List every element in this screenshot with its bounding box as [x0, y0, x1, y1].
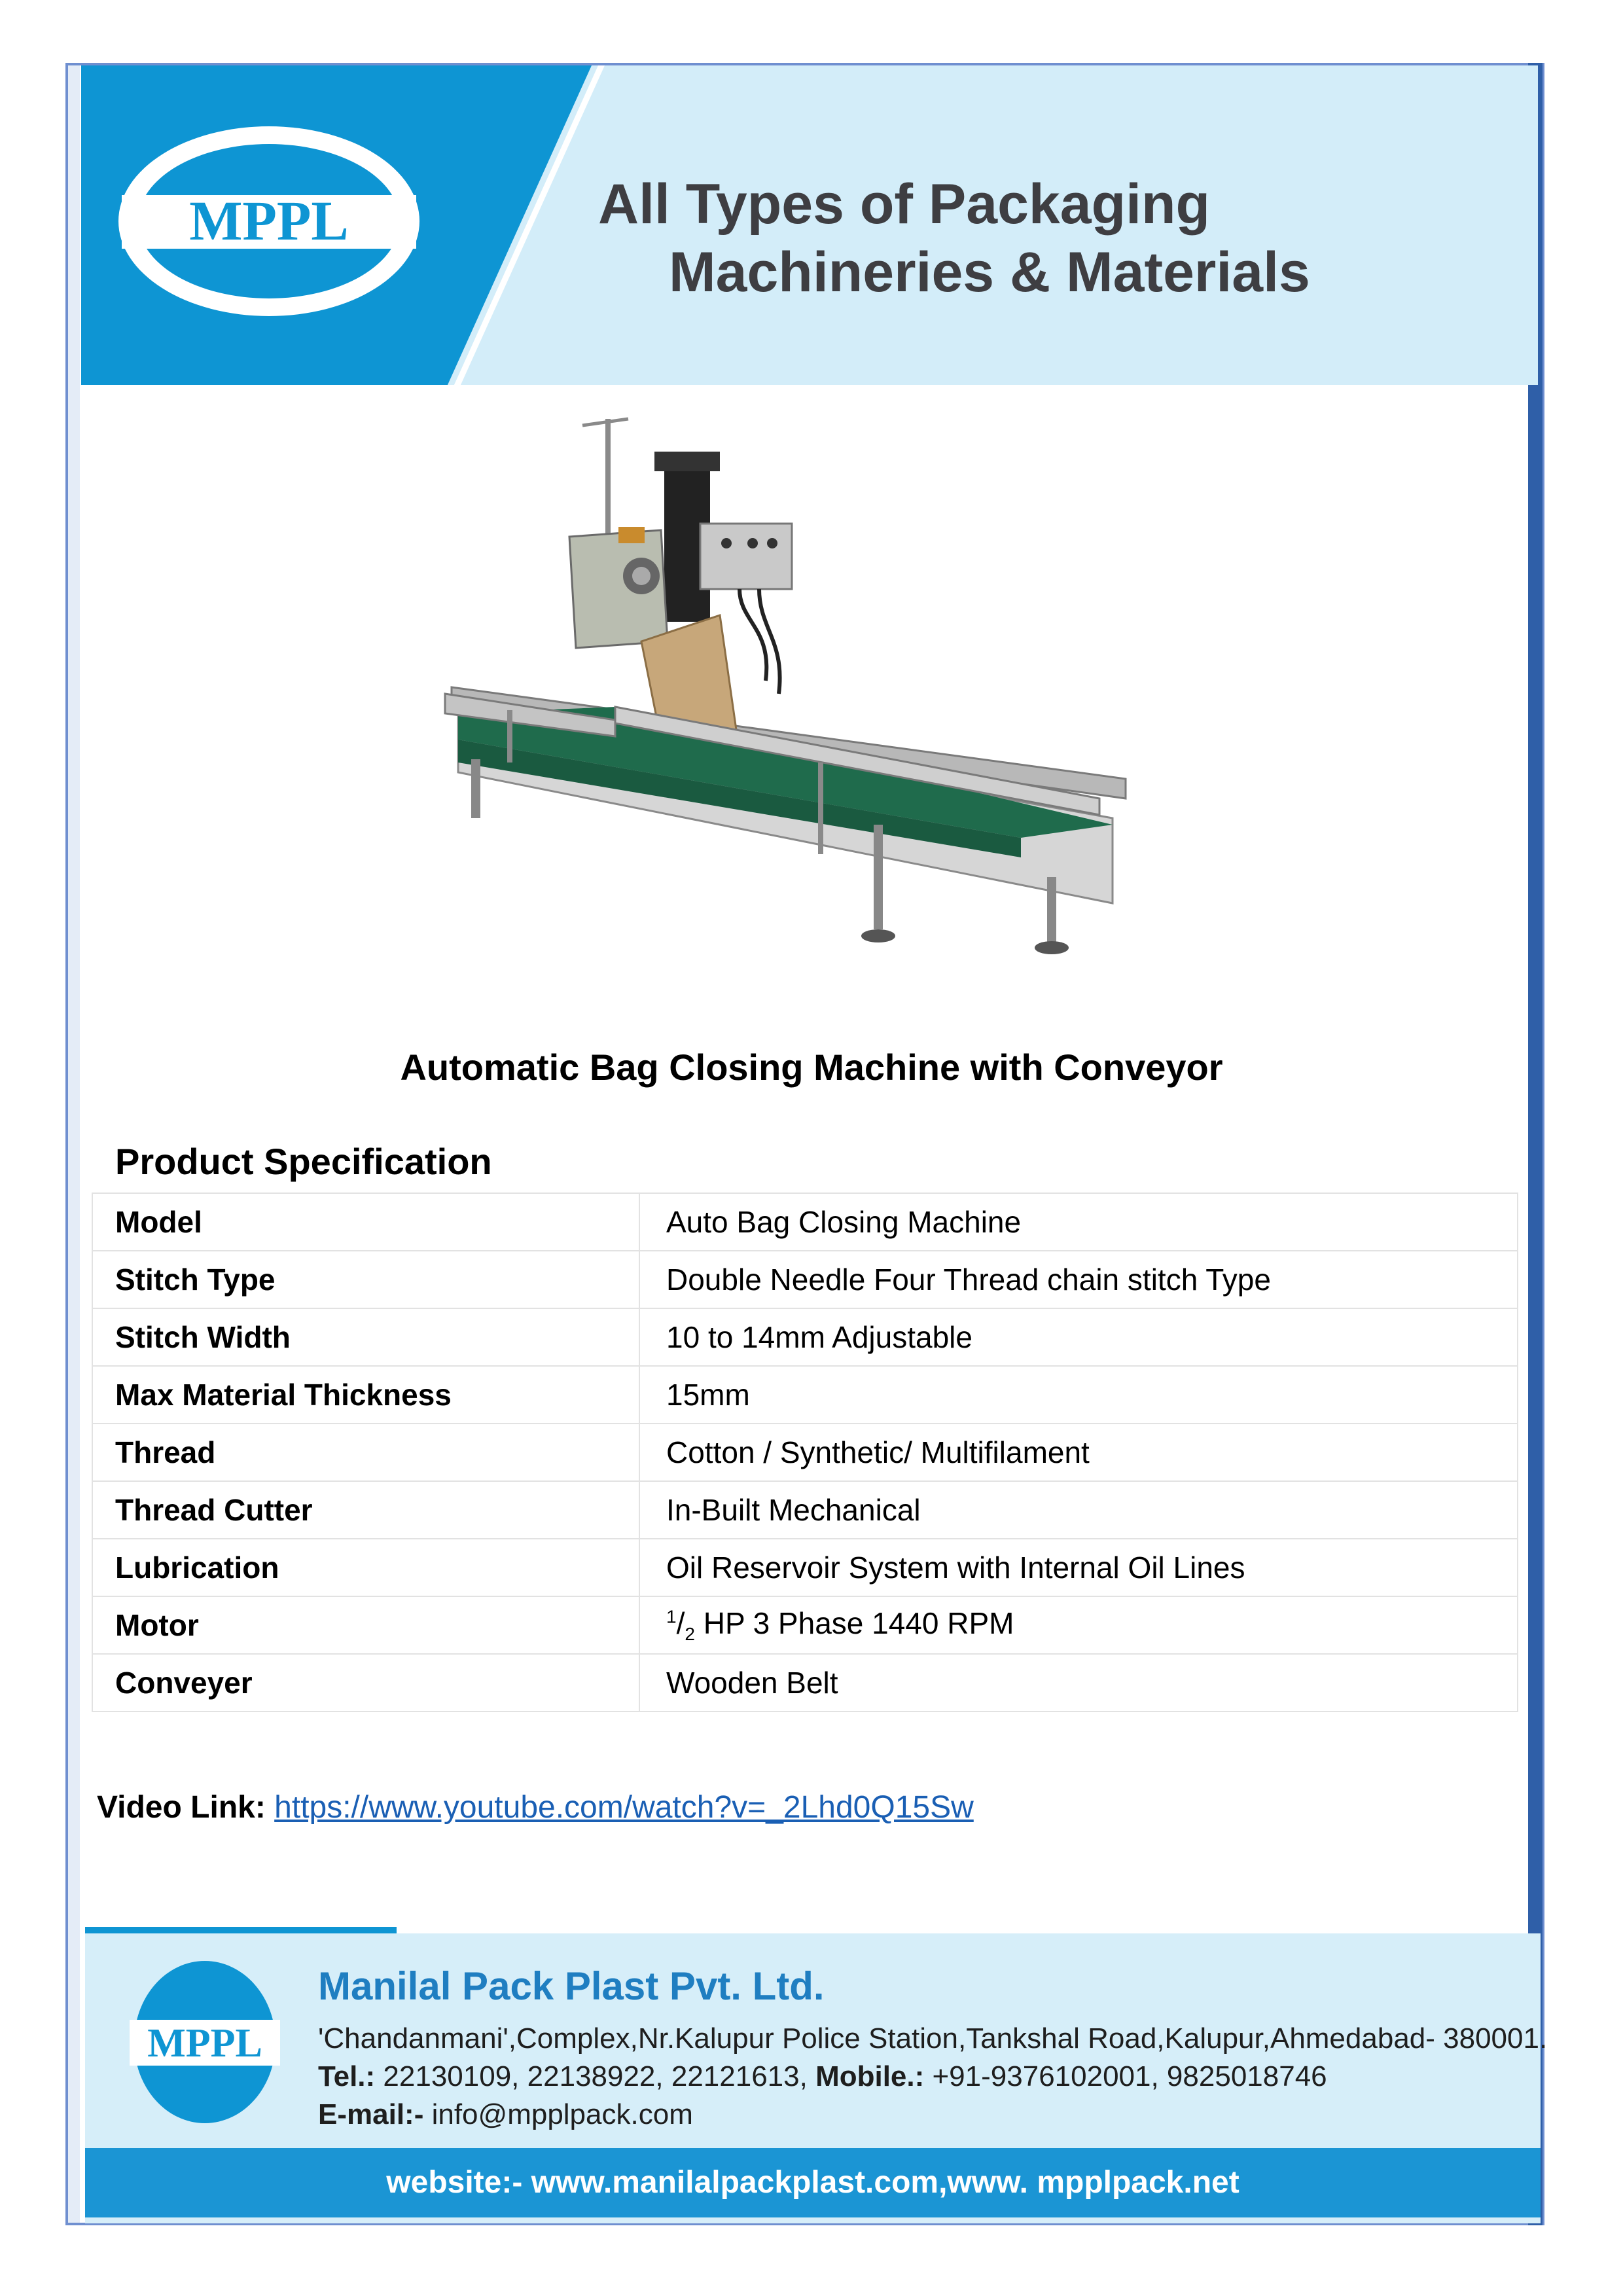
header-title-line2: Machineries & Materials	[669, 241, 1310, 304]
company-email	[318, 2098, 693, 2131]
spec-row	[92, 1596, 1518, 1654]
product-title: Automatic Bag Closing Machine with Conveyor	[400, 1047, 1223, 1088]
spec-value: Auto Bag Closing Machine	[639, 1193, 1518, 1251]
video-link-line	[97, 1789, 974, 1825]
spec-row	[92, 1366, 1518, 1424]
spec-row	[92, 1654, 1518, 1712]
spec-value: Oil Reservoir System with Internal Oil Lines	[639, 1539, 1518, 1596]
footer-logo-text: MPPL	[147, 2021, 262, 2066]
company-name: Manilal Pack Plast Pvt. Ltd.	[318, 1964, 825, 2008]
header-logo	[115, 123, 423, 323]
spec-value: Double Needle Four Thread chain stitch Type	[639, 1251, 1518, 1308]
spec-heading: Product Specification	[115, 1141, 492, 1182]
spec-row	[92, 1481, 1518, 1539]
header-logo-text: MPPL	[189, 189, 349, 252]
spec-key: Motor	[92, 1596, 639, 1654]
motor-fraction-denominator: 2	[685, 1624, 695, 1645]
footer-logo	[130, 1957, 280, 2130]
video-link[interactable]: https://www.youtube.com/watch?v=_2Lhd0Q15Sw	[274, 1790, 974, 1825]
company-phones	[318, 2060, 1327, 2093]
spec-value: 15mm	[639, 1366, 1518, 1424]
header-title	[598, 170, 1527, 306]
mobile-numbers: +91-9376102001, 9825018746	[924, 2060, 1327, 2092]
spec-key: Thread Cutter	[92, 1481, 639, 1539]
spec-row	[92, 1193, 1518, 1251]
email-address: info@mpplpack.com	[423, 2098, 693, 2130]
tel-label: Tel.:	[318, 2060, 376, 2092]
spec-key: Model	[92, 1193, 639, 1251]
spec-row	[92, 1308, 1518, 1366]
spec-key: Max Material Thickness	[92, 1366, 639, 1424]
company-address: 'Chandanmani',Complex,Nr.Kalupur Police Station,Tankshal Road,Kalupur,Ahmedabad- 380001.	[318, 2022, 1548, 2054]
email-label: E-mail:-	[318, 2098, 424, 2130]
spec-row	[92, 1424, 1518, 1481]
header-banner	[81, 65, 1538, 385]
video-link-label: Video Link:	[97, 1790, 266, 1825]
spec-value: Wooden Belt	[639, 1654, 1518, 1712]
mobile-label: Mobile.:	[815, 2060, 925, 2092]
spec-table	[92, 1193, 1518, 1712]
spec-value: 10 to 14mm Adjustable	[639, 1308, 1518, 1366]
tel-numbers: 22130109, 22138922, 22121613,	[375, 2060, 816, 2092]
spec-key: Thread	[92, 1424, 639, 1481]
motor-value-text: HP 3 Phase 1440 RPM	[694, 1605, 1014, 1640]
product-image	[432, 406, 1139, 982]
motor-fraction-numerator: 1	[666, 1606, 677, 1627]
spec-value: In-Built Mechanical	[639, 1481, 1518, 1539]
spec-key: Lubrication	[92, 1539, 639, 1596]
header-title-line1: All Types of Packaging	[598, 173, 1211, 236]
spec-key: Conveyer	[92, 1654, 639, 1712]
page-right-accent	[1528, 63, 1543, 2225]
spec-key: Stitch Width	[92, 1308, 639, 1366]
spec-value: Cotton / Synthetic/ Multifilament	[639, 1424, 1518, 1481]
spec-value: $^1/_2$ HP 3 Phase 1440 RPM	[639, 1596, 1518, 1654]
website-bar: website:- www.manilalpackplast.com,www. mpplpack.net	[85, 2148, 1541, 2217]
spec-key: Stitch Type	[92, 1251, 639, 1308]
spec-row	[92, 1251, 1518, 1308]
spec-row	[92, 1539, 1518, 1596]
